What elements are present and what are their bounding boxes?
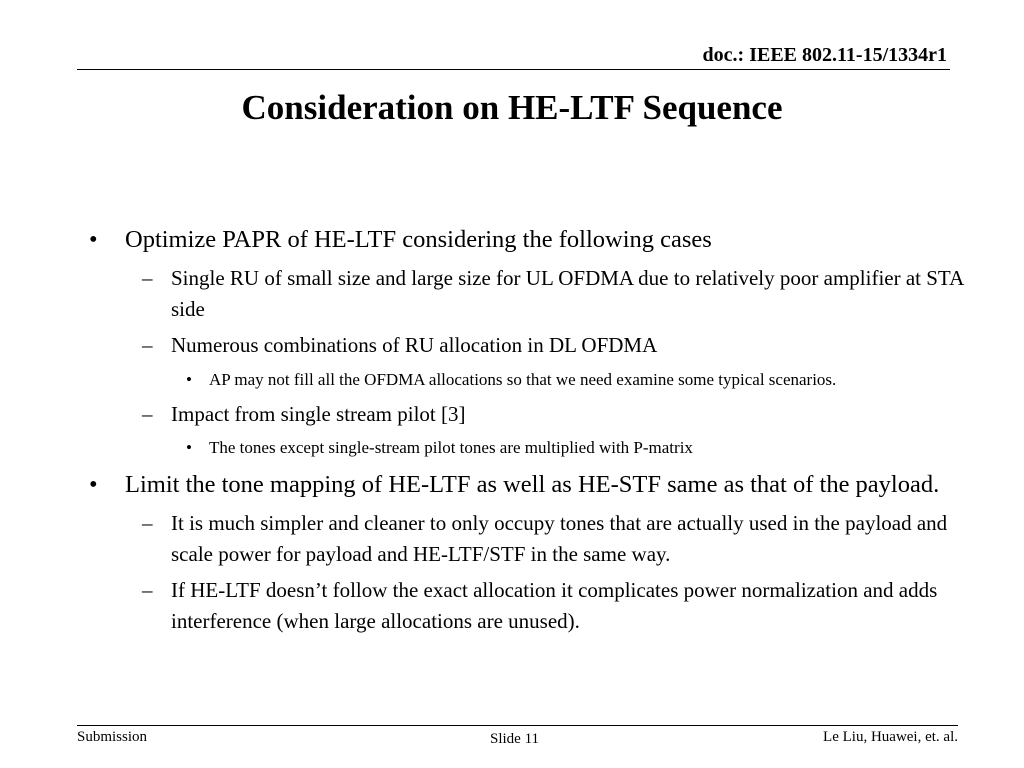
footer-submission: Submission (77, 729, 148, 745)
bullet-item (86, 222, 966, 257)
sub-bullet-text: If HE-LTF doesn’t follow the exact allocation it complicates power normalization and adds interference (when large allocations are unused). (171, 578, 938, 633)
bullet-text: Optimize PAPR of HE-LTF considering the following cases (125, 226, 712, 253)
bullet-text: Limit the tone mapping of HE-LTF as well as HE-STF same as that of the payload. (125, 471, 940, 498)
footer-authors: Le Liu, Huawei, et. al. (823, 729, 958, 745)
slide-title: Consideration on HE-LTF Sequence (241, 88, 783, 127)
sub-sub-bullet-text: AP may not fill all the OFDMA allocations so that we need examine some typical scenarios. (209, 369, 837, 389)
sub-bullet-item (86, 330, 966, 361)
dash-marker: – (142, 578, 153, 602)
dash-marker: – (142, 511, 153, 535)
bullet-item (86, 467, 966, 502)
slide-body (86, 222, 966, 642)
sub-bullet-item (86, 263, 966, 324)
sub-bullet-text: Single RU of small size and large size for UL OFDMA due to relatively poor amplifier at STA side (171, 266, 964, 321)
dash-marker: – (142, 266, 153, 290)
bullet-marker: • (186, 369, 192, 389)
footer-divider (77, 725, 958, 726)
sub-bullet-text: Impact from single stream pilot [3] (171, 401, 466, 426)
slide-number: Slide 11 (490, 731, 540, 747)
bullet-marker: • (89, 226, 98, 253)
sub-bullet-item (86, 575, 966, 636)
sub-bullet-item (86, 508, 966, 569)
sub-bullet-item (86, 399, 966, 430)
bullet-marker: • (89, 471, 98, 498)
sub-bullet-text: Numerous combinations of RU allocation in DL OFDMA (171, 333, 658, 357)
header-divider (77, 69, 950, 70)
dash-marker: – (142, 401, 153, 426)
sub-sub-bullet-item (86, 367, 966, 393)
sub-sub-bullet-text: The tones except single-stream pilot tones are multiplied with P-matrix (209, 438, 693, 457)
dash-marker: – (142, 333, 153, 357)
document-id: doc.: IEEE 802.11-15/1334r1 (702, 44, 947, 66)
sub-bullet-text: It is much simpler and cleaner to only occupy tones that are actually used in the payload and scale power for payload and HE-LTF/STF in the same way. (171, 511, 948, 566)
sub-sub-bullet-item (86, 435, 966, 461)
bullet-marker: • (186, 438, 192, 457)
